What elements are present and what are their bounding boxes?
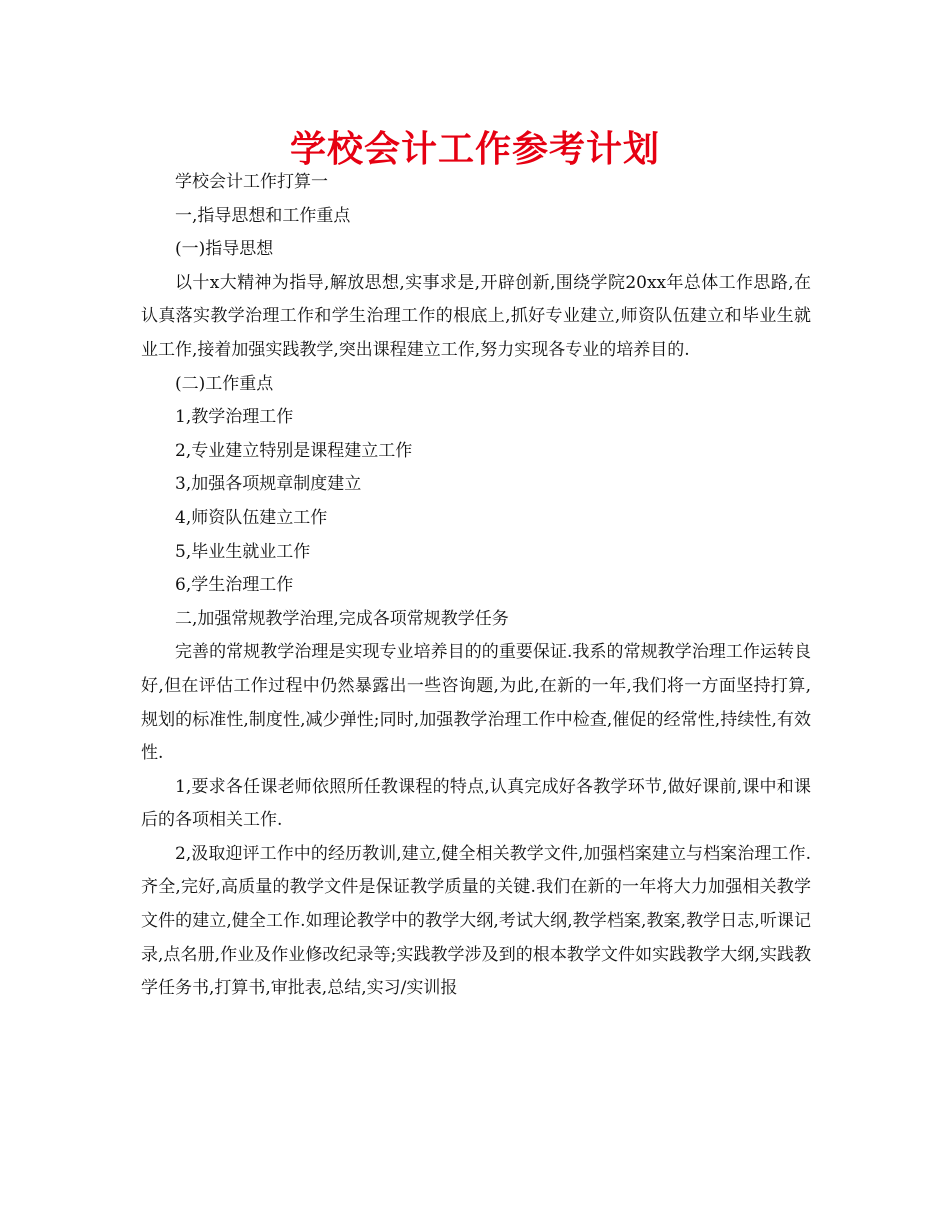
paragraph-item-1: 1,要求各任课老师依照所任教课程的特点,认真完成好各教学环节,做好课前,课中和课后的各项相关工作. xyxy=(141,776,811,831)
paragraph-routine-management: 完善的常规教学治理是实现专业培养目的的重要保证.我系的常规教学治理工作运转良好,但在评估工作过程中仍然暴露出一些咨询题,为此,在新的一年,我们将一方面坚持打算,规划的标准性,制度性,减少弹性;同时,加强教学治理工作中检查,催促的经常性,持续性,有效性. xyxy=(141,642,811,764)
subsection-heading-2: (二)工作重点 xyxy=(175,373,274,394)
paragraph-guiding-thought: 以十x大精神为指导,解放思想,实事求是,开辟创新,围绕学院20xx年总体工作思路,在认真落实教学治理工作和学生治理工作的根底上,抓好专业建立,师资队伍建立和毕业生就业工作,接着加强实践教学,突出课程建立工作,努力实现各专业的培养目的. xyxy=(141,272,811,360)
paragraph-item-2: 2,汲取迎评工作中的经历教训,建立,健全相关教学文件,加强档案建立与档案治理工作.齐全,完好,高质量的教学文件是保证教学质量的关键.我们在新的一年将大力加强相关教学文件的建立,健全工作.如理论教学中的教学大纲,考试大纲,教学档案,教案,教学日志,听课记录,点名册,作业及作业修改纪录等;实践教学涉及到的根本教学文件如实践教学大纲,实践教学任务书,打算书,审批表,总结,实习/实训报 xyxy=(141,843,811,999)
section-heading-2: 二,加强常规教学治理,完成各项常规教学任务 xyxy=(175,608,509,629)
section-heading-1: 一,指导思想和工作重点 xyxy=(175,205,351,226)
list-item-4: 4,师资队伍建立工作 xyxy=(175,507,328,528)
list-item-3: 3,加强各项规章制度建立 xyxy=(175,474,362,495)
plan-heading: 学校会计工作打算一 xyxy=(175,172,328,192)
list-item-6: 6,学生治理工作 xyxy=(175,575,294,596)
document-title: 学校会计工作参考计划 xyxy=(289,129,660,170)
document-body xyxy=(141,166,811,1006)
list-item-1: 1,教学治理工作 xyxy=(175,407,294,428)
list-item-2: 2,专业建立特别是课程建立工作 xyxy=(175,440,413,461)
list-item-5: 5,毕业生就业工作 xyxy=(175,541,311,562)
subsection-heading-1: (一)指导思想 xyxy=(175,239,274,260)
